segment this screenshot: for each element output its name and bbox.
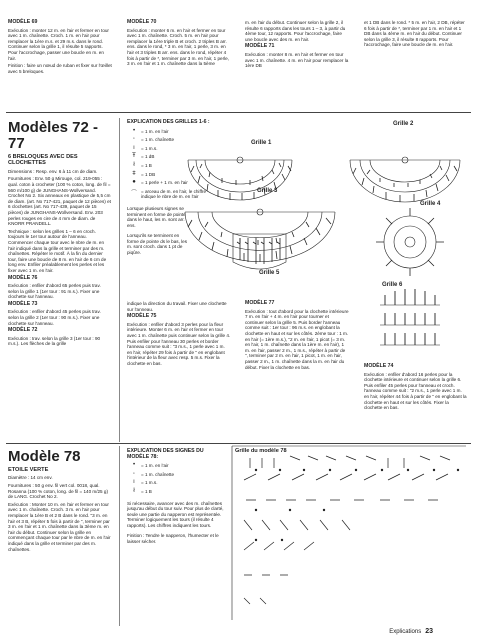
bottom-divider: [6, 443, 471, 444]
model-77-title: MODÈLE 77: [245, 300, 275, 306]
legend-row-tr: ǂ = 1 DB: [127, 172, 227, 178]
top-divider: [6, 112, 471, 113]
legend-78-row-slip: ◦ = 1 m. chaînette: [127, 472, 227, 478]
model-72-execution: Exécution : trav. selon la grille 3 (1er tour : 90 m.s.). Les flèches de la grille: [8, 335, 101, 347]
half-double-icon: Ŧ: [132, 153, 136, 160]
models-72-77-subtitle: 6 BRELOQUES AVEC DES CLOCHETTES: [8, 154, 78, 167]
legend-row-hdc: Ŧ = 1 dB: [127, 154, 227, 160]
treble-crochet-icon: ǂ: [132, 170, 136, 177]
legend-row-arc: ⌒ = arceau de m. en l'air, le chiffre indique le nbre de m. en l'air: [127, 189, 227, 200]
model-78-execution: Exécution : Monter 10 m. en l'air et fermer en tour avec 1 m. chaînette. Croch. 3 m. en l'air pour remplacer la 1ère B et 2 B dans le rond. "3 m. en l'air et 3 B, répéter 5 fois à partir de ", terminer par 3 m. en l'air et 1 m. chaînette dans la 3ème m. en l'air du début. Continuer selon la grille en commençant chaque tour par le nbre de m. en l'air indiqué dans la grille et terminer par des m. chaînettes.: [8, 501, 111, 552]
slip-stitch-icon: ◦: [132, 470, 136, 477]
grid-78-title: Grille du modèle 78: [235, 448, 287, 454]
model-75-execution: Exécution : enfiler d'abord 3 perles pour la fleur intérieure. Monter 6 m. en l'air et fermer en tour avec 1 m. chaînette puis continuer selon la grille 4. Puis enfiler pour l'anneau 30 perles et border l'anneau comme suit : "3 m.s., 1 perle avec 1 m. en l'air, répéter 29 fois à partir de " en englobant l'intérieur de la fleur avec resp. 5 m.s. Fixer la clochette en bas.: [127, 321, 231, 366]
grid-5-label: Grille 5: [259, 270, 280, 276]
model-77-execution: Exécution : tout d'abord pour la clochette intérieure 7 m. en l'air + 4 m. en l'air pour tourner et continuer selon la grille 5. Puis border l'anneau comme suit : 1er tour : 96 m.s. en englobant la clochette en haut et sur les côtés. 2ème tour : 1 m. en l'air (= 1ère m.s.), "2 m. en l'air, 1 picot (= 3 m. en l'air, 1 m. chaînette dans la 1ère m. en l'air), 1 m. en l'air, passer 2 m., 1 m.s., répéter à partir de ", terminer par 2 m. en l'air, 1 picot, 1 m. en l'air, passer 2 m., 1 m. chaînette dans la m. en l'air du début. Fixer la clochette en bas.: [245, 308, 349, 370]
legend-note-bottom: Lorsqu'ils se terminent en forme de pointe ds le bas, les m. sont croch. dans 1 pt de piqûre.: [127, 232, 188, 255]
chain-arc-icon: ⌒: [130, 190, 137, 197]
model-70-title: MODÈLE 70: [127, 19, 157, 25]
grid-4-diagram: [376, 208, 444, 276]
double-crochet-icon: ł: [133, 161, 135, 168]
legend-row-sc: ı = 1 m.s.: [127, 146, 227, 152]
model-78-column: [8, 449, 112, 554]
model-69-title: MODÈLE 69: [8, 19, 38, 25]
column-divider-2: [119, 446, 120, 626]
model-71-title: MODÈLE 71: [245, 43, 275, 50]
legend-model-78: [127, 449, 227, 549]
model-73-execution: Exécution : enfiler d'abord 45 perles puis trav. selon la grille 2 (1er tour : 90 m.s.). Fixer une clochette sur l'anneau.: [8, 309, 101, 326]
grid-3-label: Grille 3: [257, 188, 278, 194]
model-76-execution: Exécution : enfiler d'abord 65 perles puis trav. selon la grille 1 (1er tour : 91 m.s.). Fixer une clochette sur l'anneau.: [8, 283, 101, 300]
chain-stitch-icon: •: [132, 462, 136, 469]
models-72-77-supplies: Fournitures : Env. 50 g Mirouge, col. 219-055 : qual. coton à crocheter (100 % coton, long. de fil = 560 m/100 g) de JUNGHANS-Wollversand. Crochet No 2. Six anneaux en plastique de 5,5 cm de diam. (art. No 717-421, paquet de 12 pièces) et 6 clochettes (art. No 717-439, paquet de 15 pièces) de JUNGHANS-Wollversand. Env. 203 perles rouges en cire de 4 mm de diam. de KNORR PRANDELL.: [8, 176, 111, 227]
model-69-finish: Finition : faire un nœud de ruban et fixer sur l'œillet avec 5 breloques.: [8, 63, 112, 74]
legend-78-title: EXPLICATION DES SIGNES DU MODÈLE 78:: [127, 448, 204, 460]
model-74-column: [364, 364, 468, 413]
model-69-execution: Exécution : monter 12 m. en l'air et fermer en tour avec 1 m. chaînette. Croch. 1 m. en l'air pour remplacer la 1ère m.s. et 29 m.s. dans le rond. Continuer selon la grille 1, il résulte 5 rapports. Pour l'accrochage, passer une boucle en m. en l'air.: [8, 27, 109, 61]
models-72-77-technique: Technique : selon les grilles 1 – 6 en croch. toujours le 1er tour autour de l'anneau. Commencer chaque tour avec le nbre de m. en l'air indiqué dans la grille et terminer par des m. chaînettes. Répéter le motif. À la fin du dernier tour, faire une boucle de 8 m. en l'air de 6 cm de long env. Enfiler préalablement les perles et les fixer avec 1 m. en l'air.: [8, 228, 107, 273]
model-72-title: MODÈLE 72: [8, 327, 38, 334]
single-crochet-icon: ı: [133, 479, 135, 486]
legend-row-dc: ł = 1 B: [127, 163, 227, 169]
grid-2-diagram: [350, 157, 460, 202]
grid-6-diagram: [380, 289, 440, 345]
model-77-column: [245, 301, 349, 372]
legend-row-bead: ● = 1 perle + 1 m. en l'air: [127, 180, 227, 186]
models-72-77-heading: Modèles 72 - 77: [8, 119, 99, 152]
model-72-continued: indique la direction du travail. Fixer une clochette sur l'anneau.: [127, 301, 227, 312]
chain-stitch-icon: •: [132, 127, 136, 134]
models-72-77-column: [8, 120, 112, 349]
legend-78-row-chain: • = 1 m. en l'air: [127, 463, 227, 469]
model-70-column: [127, 20, 231, 69]
legend-grids-1-6: [127, 120, 227, 260]
model-78-diameter: Diamètre : 14 cm env.: [8, 475, 53, 481]
page-footer: [389, 628, 433, 635]
grid-4-label: Grille 4: [420, 201, 441, 207]
model-73-title: MODÈLE 73: [8, 300, 38, 307]
model-69-column: [8, 20, 112, 76]
page-number: 23: [425, 628, 433, 635]
model-71-execution: Exécution : monter 8 m. en l'air et fermer en tour avec 1 m. chaînette. 4 m. en l'air pour remplacer la 1ère DB: [245, 51, 349, 69]
model-78-supplies: Fournitures : 50 g env. fil vert col. 0018, qual. Rosanna (100 % coton, long. de fil = 140 m/25 g) de LANG. Crochet No 2.: [8, 483, 108, 500]
double-crochet-icon: ł: [133, 487, 135, 494]
legend-78-note: Si nécessaire, avancer avec des m. chaînettes jusqu'au début du tour suiv. Pour plus de clarté, seule une partie du napperon est représentée. Terminer logiquement les tours (il résulte 4 rapports). Les chiffres indiquent les tours.: [127, 500, 224, 528]
grid-2-label: Grille 2: [393, 121, 414, 127]
grid-5-diagram: [233, 234, 286, 269]
slip-stitch-icon: ◦: [132, 136, 136, 143]
legend-row-chain: • = 1 m. en l'air: [127, 129, 227, 135]
model-74-execution: Exécution : enfiler d'abord 16 perles pour la clochette intérieure et continuer selon la grille 6. Puis enfiler 45 perles pour l'anneau et croch. l'anneau comme suit : "2 m.s., 1 perle avec 1 m. en l'air, répéter 44 fois à partir de " en englobant la clochette en haut et sur les côtés. Fixer la clochette en bas.: [364, 371, 467, 411]
model-78-subtitle: ETOILE VERTE: [8, 467, 49, 473]
grid-78-diagram: [232, 446, 466, 620]
models-72-77-dimensions: Dimensions : Resp. env. 6 à 11 cm de diam.: [8, 168, 98, 174]
single-crochet-icon: ı: [133, 144, 135, 151]
grid-6-label: Grille 6: [382, 282, 403, 288]
model-70-execution: Exécution : monter 6 m. en l'air et fermer en tour avec 1 m. chaînette. Croch. 5 m. en l'air pour remplacer la 1ère triple B et croch. 2 triples B arr. ens. dans le rond, * 3 m. en l'air, 1 perle, 3 m. en l'air et 3 triples B arr. ens. dans le rond, répéter 4 fois à partir de *, terminer par 3 m. en l'air, 1 perle, 3 m. en l'air et 1 m. chaînette dans la 5ème: [127, 27, 229, 67]
model-78-heading: Modèle 78: [8, 448, 81, 465]
legend-note-top: Lorsque plusieurs signes se terminent en forme de pointe dans le haut, les m. sont arr. ens.: [127, 205, 186, 228]
legend-78-row-sc: ı = 1 m.s.: [127, 480, 227, 486]
legend-78-row-dc: ł = 1 B: [127, 489, 227, 495]
legend-78-finish: Finition : Tendre le napperon, l'humecter et le laisser sécher.: [127, 533, 219, 544]
model-71-continued: et 1 DB dans le rond. * 5 m. en l'air, 2 DB, répéter 6 fois à partir de *, terminer par 1 m. en l'air et 1 DB dans la 4ème m. en l'air du début. Continuer selon la grille 3, il résulte 8 rapports. Pour l'accrochage, faire une boucle de m. en l'air.: [364, 20, 465, 48]
column-divider-1: [119, 118, 120, 442]
model-75-column: [127, 301, 231, 369]
model-70-continued: m. en l'air du début. Continuer selon la grille 2, il résulte 6 rapports dans les tours 1 – 3, à partir du 4ème tour, 12 rapports. Pour l'accrochage, faire une boucle avec des m. en l'air.: [245, 20, 346, 42]
legend-grids-title: EXPLICATION DES GRILLES 1-6 :: [127, 119, 210, 125]
model-76-title: MODÈLE 76: [8, 274, 38, 281]
legend-row-slip: ◦ = 1 m. chaînette: [127, 137, 227, 143]
model-75-title: MODÈLE 75: [127, 313, 157, 320]
grid-1-label: Grille 1: [251, 140, 272, 146]
model-74-title: MODÈLE 74: [364, 363, 394, 369]
footer-label: Explications: [389, 629, 422, 635]
model-71-continued-column: [364, 20, 468, 50]
bead-icon: ●: [132, 179, 136, 186]
model-70-71-column: [245, 20, 349, 71]
